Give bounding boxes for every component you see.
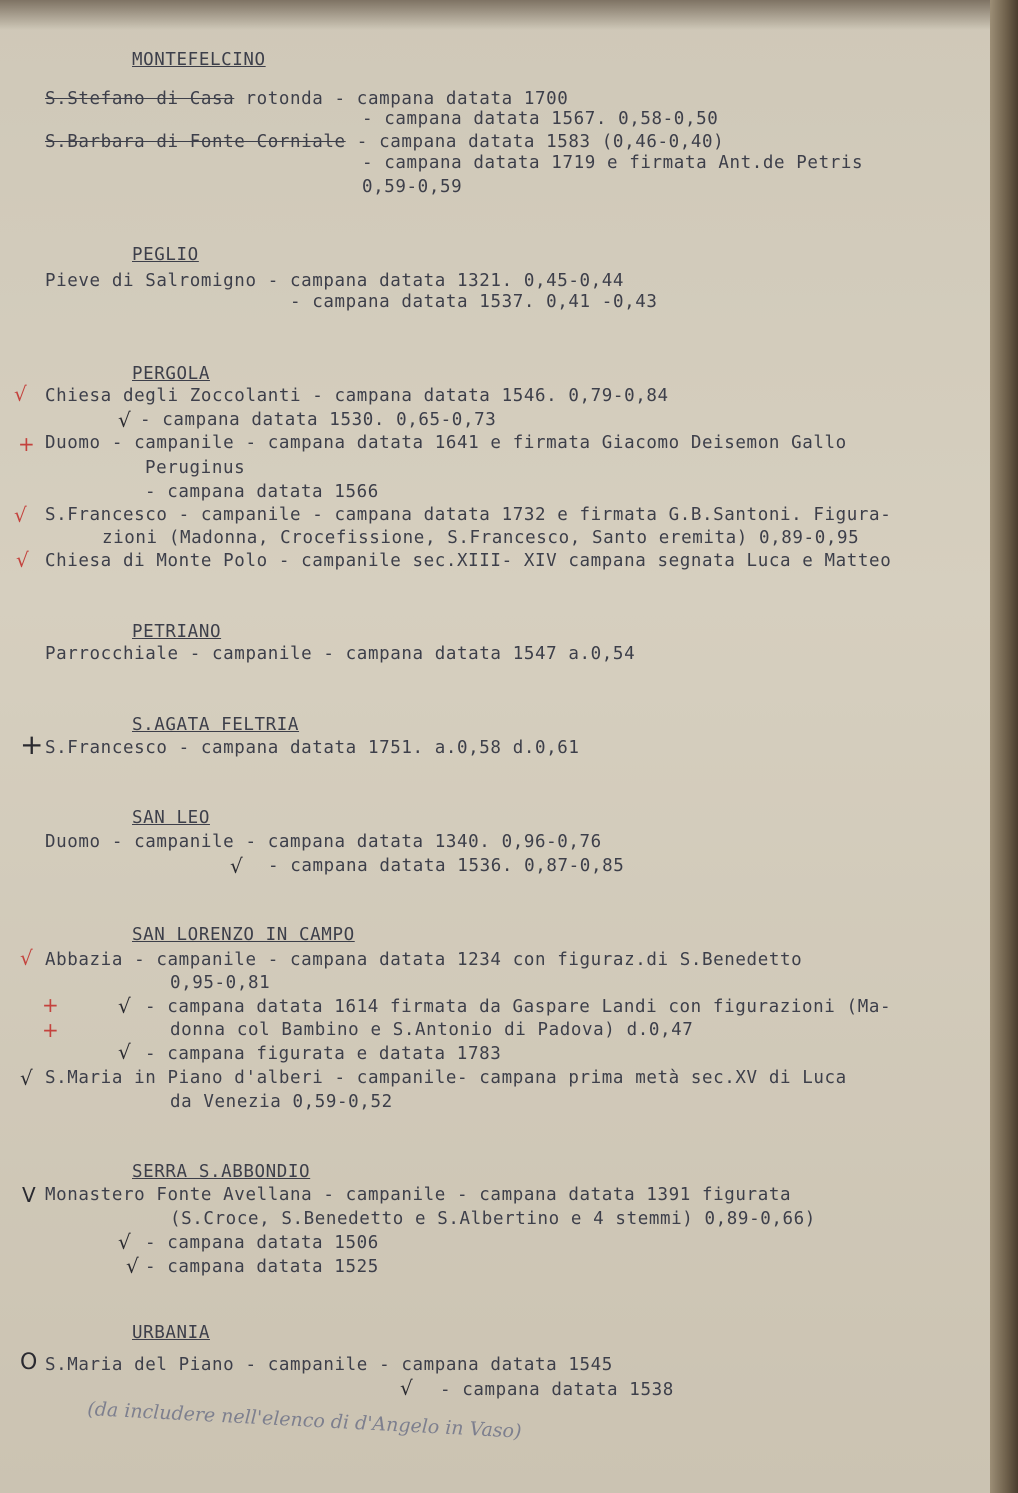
entry-line [45, 132, 724, 152]
check-icon: √ [230, 854, 243, 878]
entry-line: - campana datata 1506 [145, 1233, 379, 1253]
section-heading-petriano: PETRIANO [132, 622, 222, 642]
check-icon: √ [126, 1254, 139, 1278]
check-icon: √ [118, 408, 131, 432]
entry-line [45, 89, 568, 109]
entry-line: Chiesa degli Zoccolanti - campana datata 1546. 0,79-0,84 [45, 386, 669, 406]
entry-line: - campana datata 1525 [145, 1257, 379, 1277]
check-icon: V [22, 1183, 36, 1207]
entry-line: - campana datata 1530. 0,65-0,73 [140, 410, 497, 430]
entry-line: - campana datata 1537. 0,41 -0,43 [290, 292, 658, 312]
entry-line: Peruginus [145, 458, 246, 478]
check-icon: √ [118, 1230, 131, 1254]
section-heading-serra: SERRA S.ABBONDIO [132, 1162, 311, 1182]
section-heading-sagata: S.AGATA FELTRIA [132, 715, 300, 735]
check-icon: √ [118, 994, 131, 1018]
entry-line: - campana datata 1614 firmata da Gaspare Landi con figurazioni (Ma- [145, 997, 892, 1017]
entry-line: 0,59-0,59 [362, 177, 463, 197]
red-check-icon: √ [16, 548, 29, 572]
entry-line: 0,95-0,81 [170, 973, 271, 993]
entry-line: donna col Bambino e S.Antonio di Padova) d.0,47 [170, 1020, 694, 1040]
entry-line: (S.Croce, S.Benedetto e S.Albertino e 4 stemmi) 0,89-0,66) [170, 1209, 816, 1229]
red-cross-icon: + [42, 1018, 59, 1042]
entry-line: Duomo - campanile - campana datata 1340. 0,96-0,76 [45, 832, 602, 852]
red-cross-icon: + [18, 432, 35, 456]
cross-icon: + [20, 728, 44, 761]
entry-line: - campana datata 1536. 0,87-0,85 [268, 856, 625, 876]
entry-text: rotonda - campana datata 1700 [234, 89, 569, 109]
struck-text: S.Barbara di Fonte Corniale [45, 132, 346, 152]
handwritten-note: (da includere nell'elenco di d'Angelo in Vaso) [86, 1398, 523, 1443]
entry-line: - campana datata 1567. 0,58-0,50 [362, 109, 719, 129]
red-cross-icon: + [42, 993, 59, 1017]
section-heading-sanlorenzo: SAN LORENZO IN CAMPO [132, 925, 355, 945]
entry-line: zioni (Madonna, Crocefissione, S.Francesco, Santo eremita) 0,89-0,95 [102, 528, 860, 548]
section-heading-pergola: PERGOLA [132, 364, 210, 384]
entry-line: Duomo - campanile - campana datata 1641 e firmata Giacomo Deisemon Gallo [45, 433, 847, 453]
entry-line: Parrocchiale - campanile - campana datata 1547 a.0,54 [45, 644, 636, 664]
entry-line: - campana datata 1719 e firmata Ant.de Petris [362, 153, 864, 173]
struck-text: S.Stefano di Casa [45, 89, 235, 109]
entry-line: - campana datata 1566 [145, 482, 379, 502]
entry-line: Chiesa di Monte Polo - campanile sec.XIII- XIV campana segnata Luca e Matteo [45, 551, 892, 571]
entry-line: S.Francesco - campanile - campana datata 1732 e firmata G.B.Santoni. Figura- [45, 505, 892, 525]
entry-line: - campana figurata e datata 1783 [145, 1044, 502, 1064]
check-icon: √ [118, 1040, 131, 1064]
entry-line: Pieve di Salromigno - campana datata 1321. 0,45-0,44 [45, 271, 625, 291]
red-check-icon: √ [20, 946, 33, 970]
check-icon: √ [20, 1066, 33, 1090]
entry-line: Abbazia - campanile - campana datata 1234 con figuraz.di S.Benedetto [45, 950, 803, 970]
page-edge [990, 0, 1018, 1493]
page-shadow [0, 0, 990, 30]
section-heading-urbania: URBANIA [132, 1323, 210, 1343]
entry-line: S.Maria in Piano d'alberi - campanile- campana prima metà sec.XV di Luca [45, 1068, 847, 1088]
entry-line: Monastero Fonte Avellana - campanile - campana datata 1391 figurata [45, 1185, 792, 1205]
entry-line: - campana datata 1538 [440, 1380, 674, 1400]
circle-mark-icon: O [20, 1350, 38, 1375]
section-heading-montefelcino: MONTEFELCINO [132, 50, 266, 70]
red-check-icon: √ [14, 503, 27, 527]
entry-line: S.Francesco - campana datata 1751. a.0,58 d.0,61 [45, 738, 580, 758]
section-heading-sanleo: SAN LEO [132, 808, 210, 828]
section-heading-peglio: PEGLIO [132, 245, 199, 265]
entry-line: da Venezia 0,59-0,52 [170, 1092, 393, 1112]
red-check-icon: √ [14, 382, 27, 406]
entry-line: S.Maria del Piano - campanile - campana datata 1545 [45, 1355, 613, 1375]
entry-text: - campana datata 1583 (0,46-0,40) [345, 132, 725, 152]
check-icon: √ [400, 1376, 413, 1400]
